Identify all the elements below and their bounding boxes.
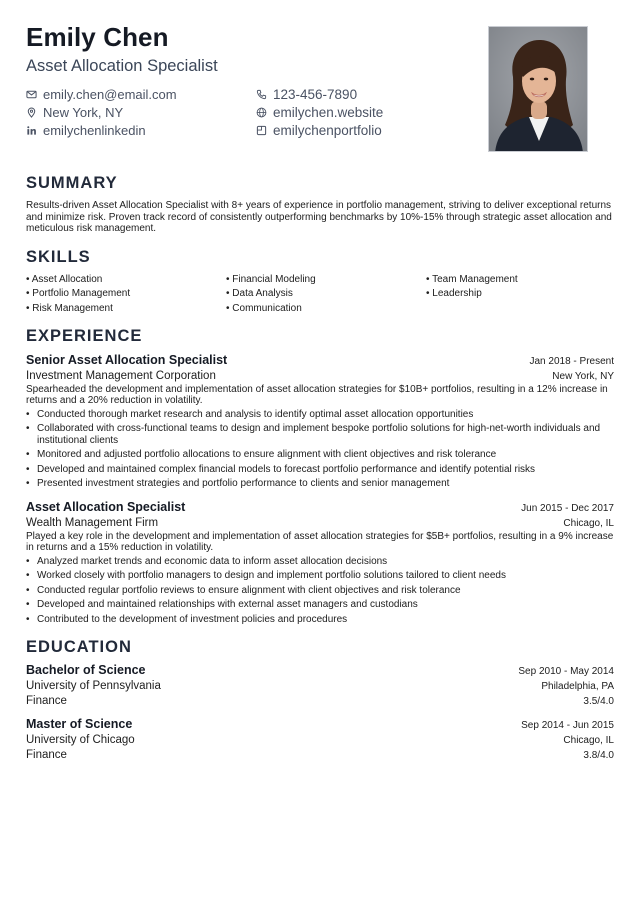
job-title: Asset Allocation Specialist xyxy=(26,499,186,514)
contact-email-text: emily.chen@email.com xyxy=(43,86,177,102)
job-title: Senior Asset Allocation Specialist xyxy=(26,352,228,367)
school-name: University of Chicago xyxy=(26,734,135,746)
job-company: Wealth Management Firm xyxy=(26,516,159,529)
education-dates: Sep 2010 - May 2014 xyxy=(518,666,614,677)
job-entry xyxy=(26,353,614,490)
job-location: New York, NY xyxy=(552,370,614,382)
job-bullets xyxy=(26,409,614,490)
list-item: • Monitored and adjusted portfolio allocations to ensure alignment with client objectives and risk tolerance xyxy=(26,449,614,461)
list-item: • Developed and maintained complex financial models to forecast portfolio performance and identify potential risks xyxy=(26,464,614,476)
skill-item: • Communication xyxy=(226,302,302,314)
job-bullets xyxy=(26,556,614,626)
summary-heading: SUMMARY xyxy=(26,174,118,192)
portfolio-icon xyxy=(256,125,267,136)
job-entry xyxy=(26,500,614,626)
list-item: • Conducted regular portfolio reviews to ensure alignment with client objectives and risk tolerance xyxy=(26,585,614,597)
school-location: Chicago, IL xyxy=(563,735,614,746)
skills-heading: SKILLS xyxy=(26,247,91,266)
skill-item: • Asset Allocation xyxy=(26,273,103,285)
school-name: University of Pennsylvania xyxy=(26,680,161,692)
profile-photo xyxy=(488,26,588,152)
school-location: Philadelphia, PA xyxy=(541,681,614,692)
skills-list xyxy=(26,274,614,315)
location-pin-icon xyxy=(26,107,37,118)
contact-email[interactable] xyxy=(26,87,256,101)
education-heading: EDUCATION xyxy=(26,638,132,656)
contact-website[interactable] xyxy=(256,105,476,119)
degree-title: Bachelor of Science xyxy=(26,663,146,677)
contact-location xyxy=(26,105,256,119)
skill-item: • Data Analysis xyxy=(226,288,293,299)
phone-icon xyxy=(256,89,267,100)
contact-portfolio-text: emilychenportfolio xyxy=(273,122,382,138)
list-item: • Developed and maintained relationships with external asset managers and custodians xyxy=(26,599,614,611)
contact-location-text: New York, NY xyxy=(43,104,124,120)
field-of-study: Finance xyxy=(26,695,67,707)
education-dates: Sep 2014 - Jun 2015 xyxy=(521,720,614,731)
contact-list xyxy=(26,87,476,137)
list-item: • Collaborated with cross-functional teams to design and implement bespoke portfolio solutions for high-net-worth individuals and institutional clients xyxy=(26,423,614,446)
contact-phone[interactable] xyxy=(256,87,476,101)
candidate-name: Emily Chen xyxy=(26,22,169,52)
skill-item: • Financial Modeling xyxy=(226,273,316,285)
skill-item: • Risk Management xyxy=(26,302,113,314)
linkedin-icon xyxy=(26,125,37,136)
resume-header xyxy=(26,0,614,160)
contact-website-text: emilychen.website xyxy=(273,104,384,120)
education-entry xyxy=(26,663,614,707)
list-item: • Contributed to the development of investment policies and procedures xyxy=(26,614,614,626)
contact-linkedin-text: emilychenlinkedin xyxy=(43,122,146,138)
gpa: 3.5/4.0 xyxy=(583,696,614,707)
skills-section xyxy=(26,248,614,315)
experience-section xyxy=(26,327,614,626)
contact-phone-text: 123-456-7890 xyxy=(273,86,358,102)
summary-section xyxy=(26,174,614,235)
job-description: Spearheaded the development and implementation of asset allocation strategies for $10B+ portfolios, resulting in a 12% increase in returns and a 20% reduction in volatility. xyxy=(26,383,608,406)
list-item: • Presented investment strategies and portfolio performance to clients and senior management xyxy=(26,478,614,490)
summary-text: Results-driven Asset Allocation Specialist with 8+ years of experience in portfolio management, striving to deliver exceptional returns and minimize risk. Proven track record of consistently outperforming benchmarks by 10%-15% through strategic asset allocation and meticulous risk management. xyxy=(26,200,612,234)
list-item: • Conducted thorough market research and analysis to identify optimal asset allocation opportunities xyxy=(26,409,614,421)
job-dates: Jun 2015 - Dec 2017 xyxy=(521,502,614,514)
globe-icon xyxy=(256,107,267,118)
skill-item: • Leadership xyxy=(426,288,482,299)
job-dates: Jan 2018 - Present xyxy=(529,355,614,367)
gpa: 3.8/4.0 xyxy=(583,750,614,761)
job-company: Investment Management Corporation xyxy=(26,369,216,382)
candidate-title: Asset Allocation Specialist xyxy=(26,57,218,75)
list-item: • Worked closely with portfolio managers to design and implement portfolio solutions tailored to client needs xyxy=(26,570,614,582)
education-section xyxy=(26,638,614,761)
contact-linkedin[interactable] xyxy=(26,123,256,137)
job-location: Chicago, IL xyxy=(563,517,614,529)
degree-title: Master of Science xyxy=(26,717,133,731)
job-description: Played a key role in the development and implementation of asset allocation strategies for $5B+ portfolios, resulting in a 9% increase in returns and a 15% reduction in volatility. xyxy=(26,530,614,553)
contact-portfolio[interactable] xyxy=(256,123,476,137)
education-entry xyxy=(26,717,614,761)
experience-heading: EXPERIENCE xyxy=(26,326,143,345)
skill-item: • Team Management xyxy=(426,273,518,285)
skill-item: • Portfolio Management xyxy=(26,288,131,299)
field-of-study: Finance xyxy=(26,749,67,761)
list-item: • Analyzed market trends and economic data to inform asset allocation decisions xyxy=(26,556,614,568)
mail-icon xyxy=(26,89,37,100)
